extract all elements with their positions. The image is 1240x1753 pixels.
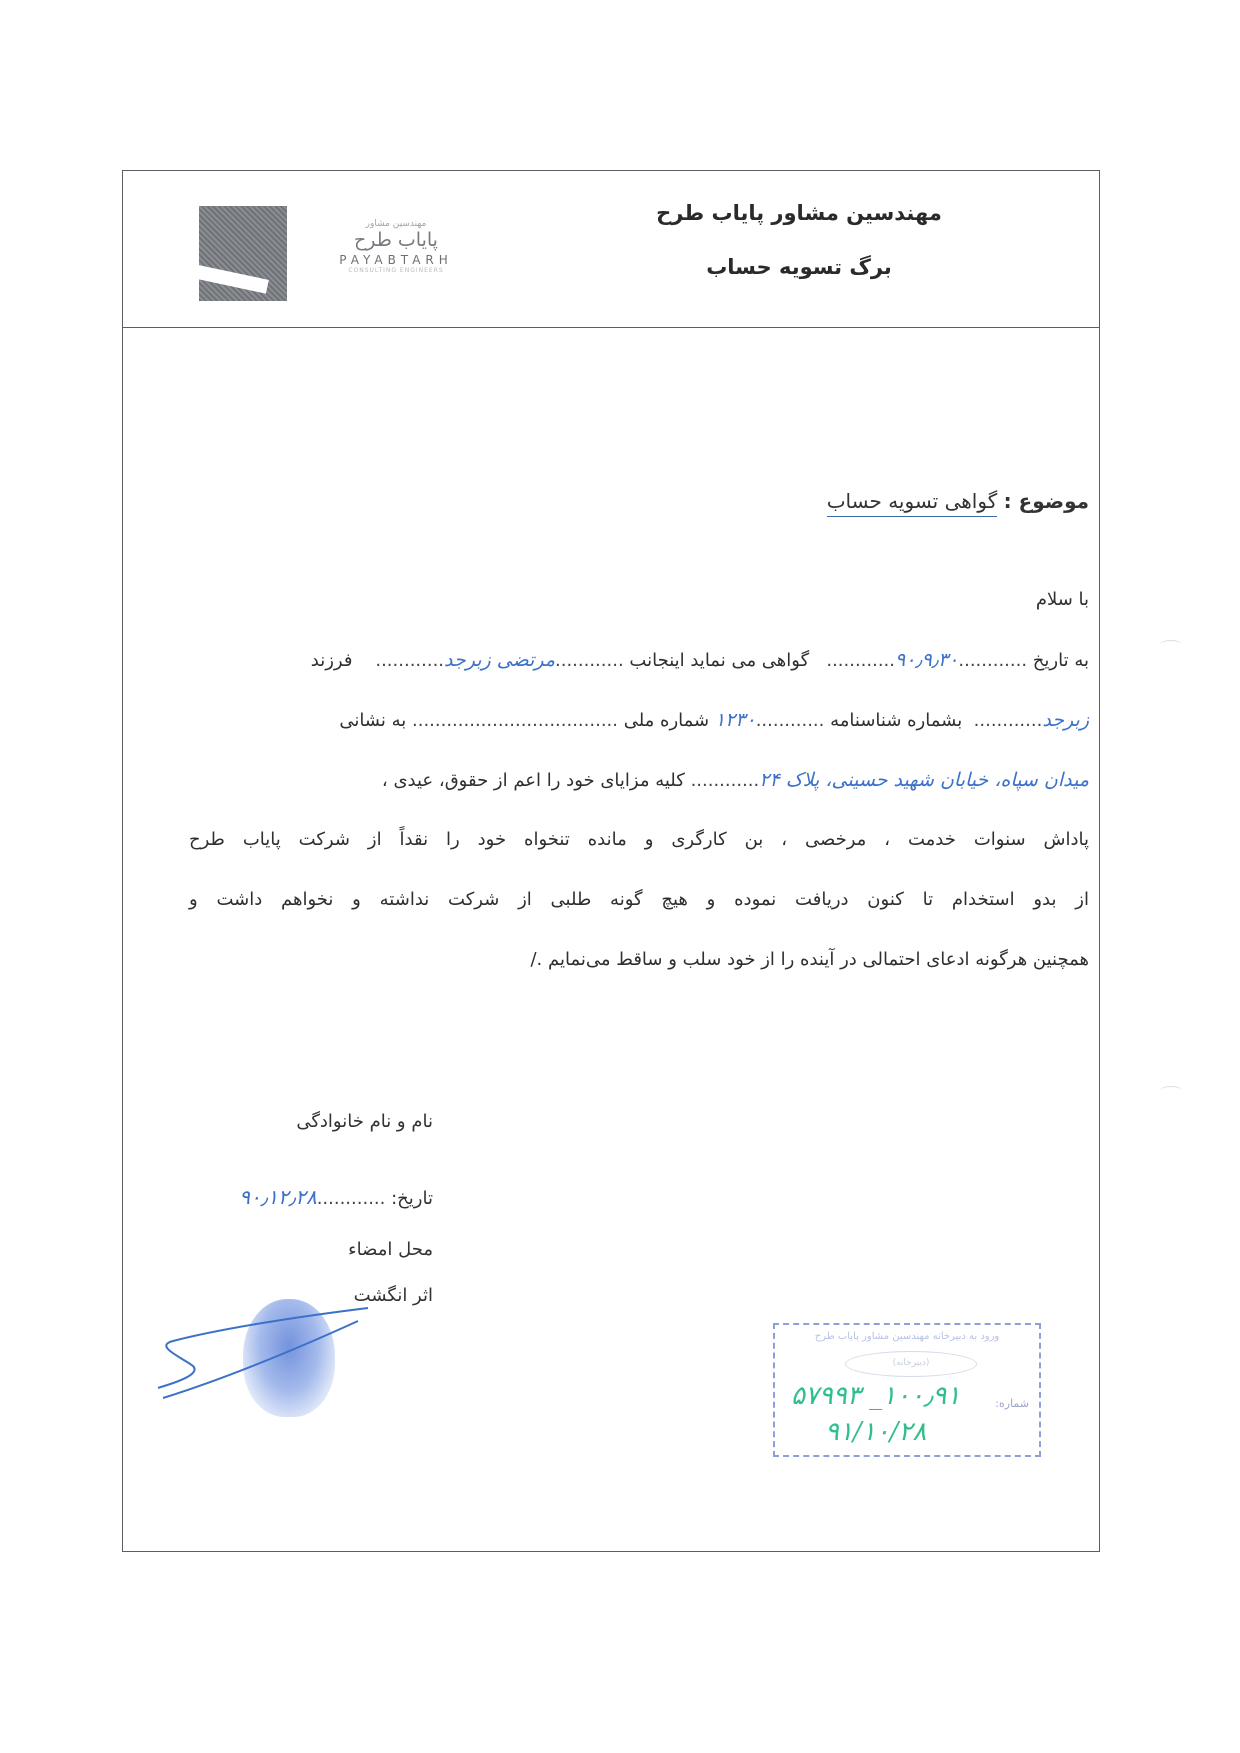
stamp-number-label: شماره: (995, 1397, 1029, 1410)
dots: ............ (755, 710, 825, 731)
stamp-header: ورود به دبیرخانه مهندسین مشاور پایاب طرح (814, 1331, 1000, 1342)
dots: .................................... (412, 710, 618, 731)
national-id-text: شماره ملی (623, 710, 710, 731)
form-title: برگ تسویه حساب (706, 255, 892, 279)
handwritten-signature-date: ۹۰٫۱۲٫۲۸ (239, 1185, 317, 1209)
handwritten-father-name: زبرجد (1042, 709, 1089, 731)
dots: ............ (826, 650, 896, 671)
thumbprint-label: اثر انگشت (353, 1285, 433, 1306)
date-label: تاریخ: (391, 1188, 433, 1209)
handwritten-address: میدان سپاه، خیابان شهید حسینی، پلاک ۲۴ (759, 769, 1089, 791)
header-divider (123, 327, 1099, 328)
dots: ............ (690, 770, 760, 791)
scan-mark (1160, 640, 1182, 649)
date-prefix: به تاریخ (1032, 650, 1089, 671)
company-logo-icon (199, 206, 287, 301)
body-line-6: همچنین هرگونه ادعای احتمالی در آینده را از خود سلب و ساقط می‌نمایم ./ (530, 949, 1089, 970)
subject-value: گواهی تسویه حساب (827, 489, 998, 517)
address-text: به نشانی (339, 710, 407, 731)
body-line-5: از بدو استخدام تا کنون دریافت نموده و هیچ گونه طلبی از شرکت نداشته و نخواهم داشت و (189, 889, 1089, 910)
subject-label: موضوع : (1003, 489, 1089, 513)
handwritten-date: ۹۰٫۹٫۳۰ (895, 649, 959, 671)
scan-mark (1160, 1086, 1182, 1095)
body-line-1 (189, 649, 1089, 671)
full-name-label: نام و نام خانوادگی (296, 1111, 433, 1132)
body-line-2 (189, 709, 1089, 731)
greeting: با سلام (1035, 589, 1089, 610)
child-of-text: فرزند (310, 650, 353, 671)
signature-date (239, 1185, 433, 1209)
logo-en-sub: CONSULTING ENGINEERS (348, 267, 444, 274)
company-header (619, 201, 979, 279)
body-line-3 (189, 769, 1089, 791)
company-name: مهندسین مشاور پایاب طرح (656, 201, 942, 225)
logo-text (301, 219, 491, 274)
handwritten-id-number: ۱۲۳۰ (714, 709, 756, 731)
registry-stamp (773, 1323, 1041, 1457)
dots: ............ (375, 650, 445, 671)
benefits-text: کلیه مزایای خود را اعم از حقوق، عیدی ، (381, 770, 685, 791)
body-line-4: پاداش سنوات خدمت ، مرخصی ، بن کارگری و مانده تنخواه خود را نقداً از شرکت پایاب طرح (189, 829, 1089, 850)
logo-fa-name: پایاب طرح (354, 229, 438, 251)
stamp-number: ۱۰۰٫۹۱_ ۵۷۹۹۳ (791, 1381, 961, 1411)
signature-icon (153, 1286, 383, 1406)
stamp-oval: (دبیرخانه) (845, 1351, 977, 1377)
certifies-text: گواهی می نماید اینجانب (629, 650, 810, 671)
logo-fa-small: مهندسین مشاور (365, 219, 427, 229)
handwritten-name: مرتضی زبرجد (444, 649, 555, 671)
dots: ............ (958, 650, 1028, 671)
id-number-text: بشماره شناسنامه (830, 710, 963, 731)
logo-en-name: PAYABTARH (339, 253, 453, 267)
signature-place-label: محل امضاء (348, 1239, 433, 1260)
dots: ............ (316, 1188, 386, 1209)
document-frame (122, 170, 1100, 1552)
stamp-date: ۹۱/۱۰/۲۸ (825, 1417, 927, 1447)
dots: ............ (973, 710, 1043, 731)
subject-line (827, 489, 1089, 513)
dots: ............ (555, 650, 624, 671)
